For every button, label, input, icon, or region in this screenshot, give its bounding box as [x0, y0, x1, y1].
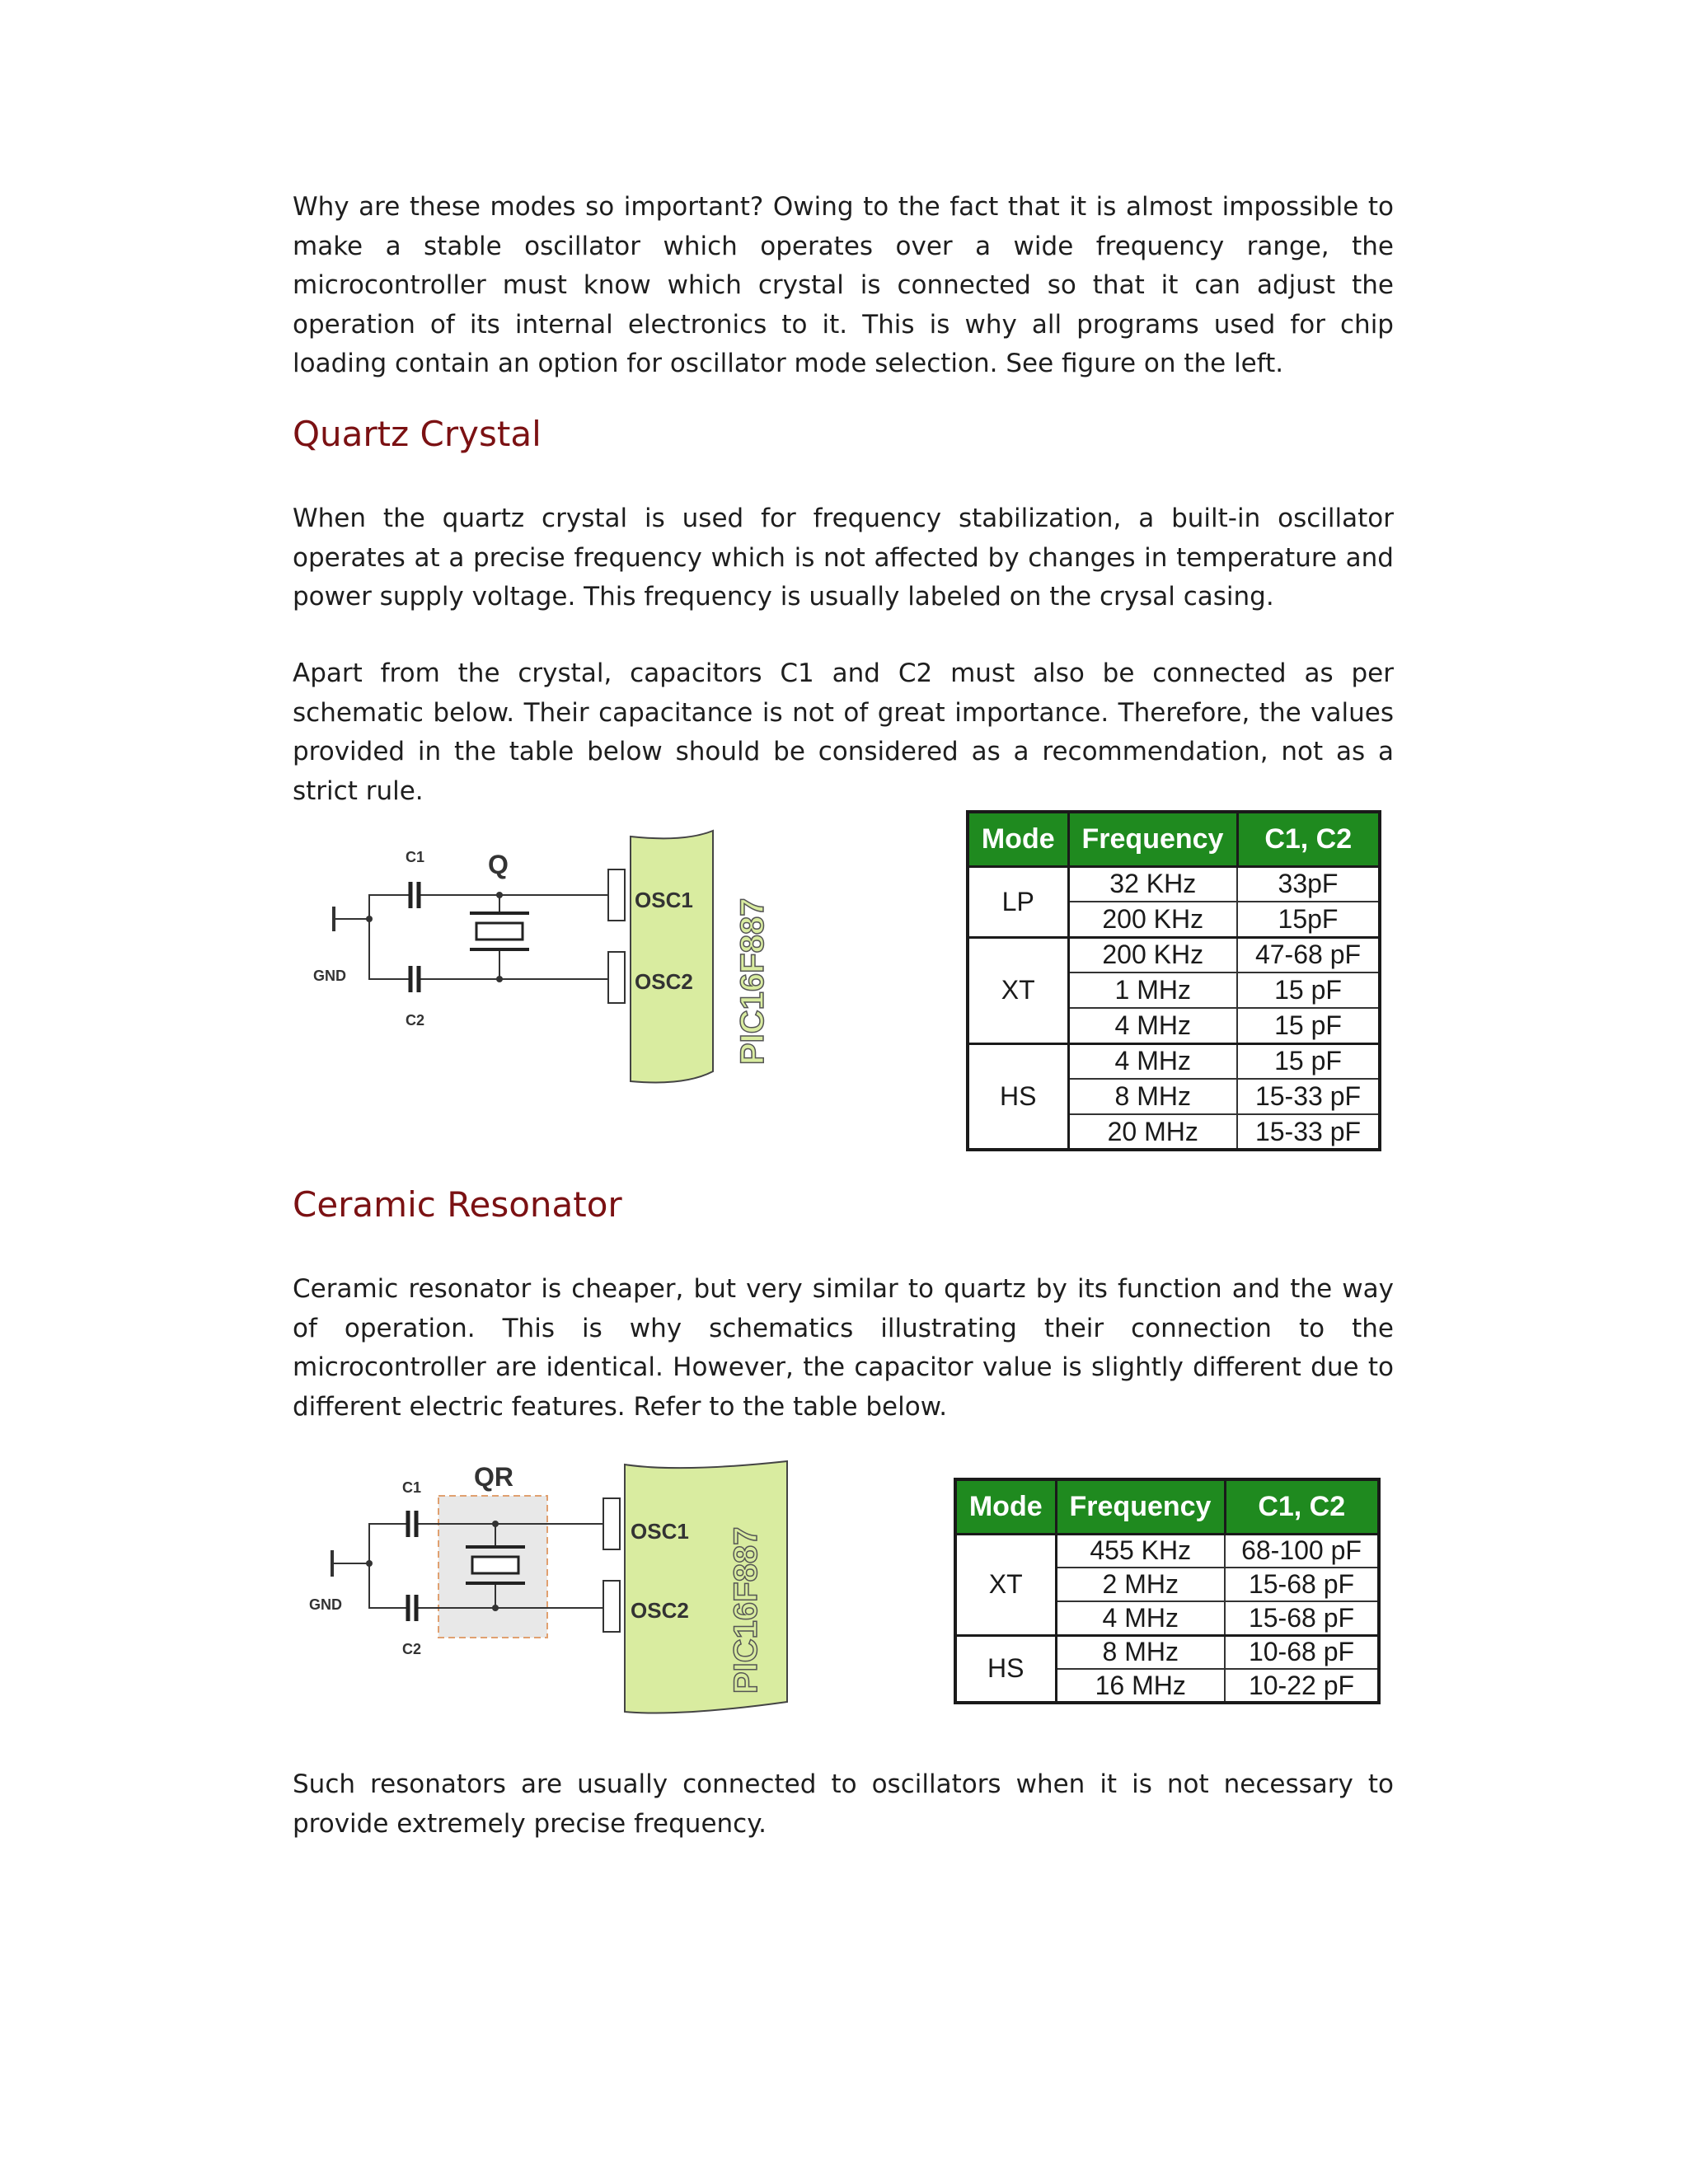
quartz-crystal-heading: Quartz Crystal: [293, 414, 542, 454]
osc1-label: OSC1: [631, 1519, 689, 1544]
table-row: [955, 1635, 1379, 1669]
c1-label: C1: [406, 849, 425, 865]
junction-dot: [366, 1560, 373, 1567]
mode-cell: HS: [968, 1043, 1068, 1150]
quartz-paragraph-2: Apart from the crystal, capacitors C1 and C2 must also be connected as per schematic below. Their capacitance is not of great importance. Therefore, the values provided in the table below should be considered as a recommendation, not as a strict rule.: [293, 658, 1394, 806]
c1-capacitor: [408, 1511, 416, 1537]
c1-capacitor: [410, 882, 419, 908]
resonator-label: QR: [474, 1462, 513, 1492]
table-cell: 15pF: [1237, 902, 1380, 937]
table-cell: 15 pF: [1237, 1008, 1380, 1043]
table-cell: 1 MHz: [1068, 972, 1237, 1008]
mode-cell: XT: [968, 937, 1068, 1043]
table-cell: 455 KHz: [1056, 1534, 1225, 1568]
table-cell: 2 MHz: [1056, 1568, 1225, 1601]
osc1-label: OSC1: [635, 888, 693, 912]
osc2-label: OSC2: [631, 1598, 689, 1623]
chip-label: PIC16F887: [728, 1526, 764, 1694]
table-header-cell: Frequency: [1056, 1479, 1225, 1534]
ceramic-resonator-table: [954, 1478, 1381, 1704]
junction-dot: [366, 916, 373, 922]
table-cell: 47-68 pF: [1237, 937, 1380, 972]
c2-label: C2: [406, 1012, 425, 1029]
gnd-label: GND: [309, 1596, 342, 1613]
ceramic-paragraph-1: Ceramic resonator is cheaper, but very similar to quartz by its function and the way of operation. This is why schematics illustrating their connection to the microcontroller are identical. However, the capacitor value is slightly different due to different electric features. Refer to the table below.: [293, 1274, 1394, 1422]
gnd-label: GND: [313, 968, 346, 984]
quartz-paragraph-1: When the quartz crystal is used for frequency stabilization, a built-in oscillator operates at a precise frequency which is not affected by changes in temperature and power supply voltage. This frequency is usually labeled on the crysal casing.: [293, 504, 1394, 612]
table-row: [955, 1534, 1379, 1568]
c1-label: C1: [402, 1479, 422, 1496]
table-cell: 10-68 pF: [1225, 1635, 1379, 1669]
table-cell: 8 MHz: [1056, 1635, 1225, 1669]
table-cell: 15 pF: [1237, 1043, 1380, 1079]
table-cell: 15 pF: [1237, 972, 1380, 1008]
table-cell: 20 MHz: [1068, 1114, 1237, 1150]
table-header-cell: Mode: [955, 1479, 1056, 1534]
quartz-crystal-schematic: [305, 824, 799, 1096]
crystal-label: Q: [488, 850, 509, 879]
table-cell: 8 MHz: [1068, 1079, 1237, 1114]
ceramic-paragraph-2: Such resonators are usually connected to oscillators when it is not necessary to provide extremely precise frequency.: [293, 1769, 1394, 1839]
mode-cell: HS: [955, 1635, 1056, 1703]
table-cell: 68-100 pF: [1225, 1534, 1379, 1568]
c2-capacitor: [410, 966, 419, 992]
table-header-cell: Mode: [968, 812, 1068, 866]
chip-body: [631, 831, 713, 1083]
table-row: [968, 1043, 1380, 1079]
c2-label: C2: [402, 1641, 422, 1657]
table-row: [968, 937, 1380, 972]
table-header-cell: C1, C2: [1237, 812, 1380, 866]
table-cell: 15-68 pF: [1225, 1601, 1379, 1635]
table-cell: 10-22 pF: [1225, 1669, 1379, 1703]
table-cell: 15-33 pF: [1237, 1079, 1380, 1114]
table-cell: 4 MHz: [1068, 1043, 1237, 1079]
table-cell: 15-68 pF: [1225, 1568, 1379, 1601]
mode-cell: XT: [955, 1534, 1056, 1635]
table-cell: 4 MHz: [1056, 1601, 1225, 1635]
table-cell: 200 KHz: [1068, 937, 1237, 972]
quartz-crystal-table: [966, 810, 1381, 1151]
table-cell: 4 MHz: [1068, 1008, 1237, 1043]
table-cell: 15-33 pF: [1237, 1114, 1380, 1150]
table-cell: 32 KHz: [1068, 866, 1237, 902]
mode-cell: LP: [968, 866, 1068, 937]
ceramic-resonator-schematic: [305, 1455, 799, 1727]
intro-paragraph: Why are these modes so important? Owing to the fact that it is almost impossible to make a stable oscillator which operates over a wide frequency range, the microcontroller must know which crystal is connected so that it can adjust the operation of its internal electronics to it. This is why all programs used for chip loading contain an option for oscillator mode selection. See figure on the left.: [293, 192, 1394, 378]
osc2-pin: [603, 1581, 620, 1632]
table-header-cell: C1, C2: [1225, 1479, 1379, 1534]
table-cell: 16 MHz: [1056, 1669, 1225, 1703]
osc2-label: OSC2: [635, 969, 693, 994]
c2-capacitor: [408, 1595, 416, 1621]
table-cell: 200 KHz: [1068, 902, 1237, 937]
table-header-cell: Frequency: [1068, 812, 1237, 866]
osc1-pin: [608, 869, 625, 921]
osc2-pin: [608, 952, 625, 1003]
table-row: [968, 866, 1380, 902]
ceramic-resonator-heading: Ceramic Resonator: [293, 1184, 622, 1225]
osc1-pin: [603, 1498, 620, 1549]
chip-label: PIC16F887: [734, 898, 771, 1065]
table-cell: 33pF: [1237, 866, 1380, 902]
